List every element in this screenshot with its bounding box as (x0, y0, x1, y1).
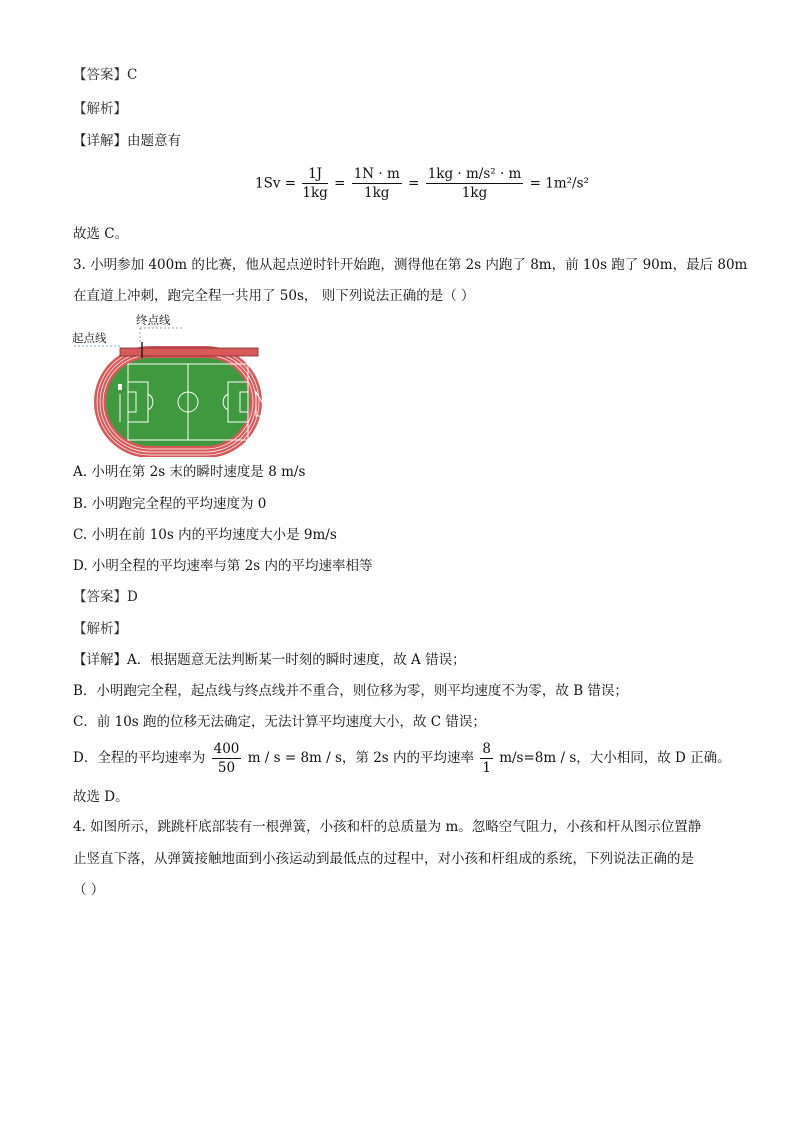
detail-d-pre: D．全程的平均速率为 (73, 750, 206, 766)
detail-d-mid: m / s = 8m / s，第 2s 内的平均速率 (247, 750, 475, 766)
start-line-label: 起点线 (72, 331, 107, 345)
q2-analysis: 【解析】 (73, 101, 127, 117)
q3-option-c: C. 小明在前 10s 内的平均速度大小是 9m/s (73, 527, 337, 543)
fraction-3 (426, 166, 524, 201)
detail-d-fraction-1 (212, 741, 242, 776)
q3-detail-b: B．小明跑完全程，起点线与终点线并不重合，则位移为零，则平均速度不为零，故 B 错误； (73, 683, 628, 699)
fraction-1-num: 1J (302, 166, 327, 184)
q2-answer: 【答案】C (73, 67, 138, 83)
fraction-2-den: 1kg (364, 185, 390, 201)
detail-d-f1-den: 50 (217, 760, 236, 776)
q3-answer: 【答案】D (73, 589, 138, 605)
fraction-2 (352, 166, 402, 201)
detail-d-post: m/s=8m / s，大小相同，故 D 正确。 (499, 750, 731, 766)
q3-option-b: B. 小明跑完全程的平均速度为 0 (73, 496, 267, 512)
fraction-3-num: 1kg · m/s² · m (427, 166, 522, 182)
detail-d-f2-num: 8 (482, 741, 491, 757)
q4-stem-line-2: 止竖直下落，从弹簧接触地面到小孩运动到最低点的过程中，对小孩和杆组成的系统，下列说法正确的是 (73, 851, 694, 867)
detail-d-f1-num: 400 (213, 741, 240, 757)
q3-option-a: A. 小明在第 2s 末的瞬时速度是 8 m/s (73, 464, 306, 480)
left-marker (118, 384, 122, 390)
q3-detail-a: 【详解】A．根据题意无法判断某一时刻的瞬时速度，故 A 错误； (73, 652, 466, 668)
fraction-2-num: 1N · m (353, 166, 400, 182)
track-figure (72, 312, 287, 461)
q3-choose: 故选 D。 (73, 789, 129, 805)
q4-stem-line-3: （ ） (73, 882, 105, 898)
fraction-1-den: 1kg (302, 185, 328, 201)
finish-line-label: 终点线 (136, 313, 171, 327)
q2-choose: 故选 C。 (73, 226, 129, 242)
q3-stem-line-2: 在直道上冲刺，跑完全程一共用了 50s， 则下列说法正确的是（ ） (73, 288, 475, 304)
formula-lhs: 1Sv = (255, 175, 297, 192)
unit-formula (255, 166, 589, 201)
q2-detail: 【详解】由题意有 (73, 133, 181, 149)
q3-option-d: D. 小明全程的平均速率与第 2s 内的平均速率相等 (73, 558, 373, 574)
formula-eq-2: = (408, 175, 420, 192)
q3-detail-c: C．前 10s 跑的位移无法确定，无法计算平均速度大小，故 C 错误； (73, 714, 486, 730)
formula-eq-1: = (334, 175, 346, 192)
q4-stem-line-1: 4. 如图所示，跳跳杆底部装有一根弹簧，小孩和杆的总质量为 m。忽略空气阻力，小孩和杆从图示位置静 (73, 819, 702, 835)
straight-block (120, 348, 258, 356)
q3-stem-line-1: 3. 小明参加 400m 的比赛，他从起点逆时针开始跑，测得他在第 2s 内跑了 8m，前 10s 跑了 90m，最后 80m (73, 257, 748, 273)
q3-detail-d (73, 740, 731, 776)
q3-analysis: 【解析】 (73, 621, 127, 637)
detail-d-fraction-2 (480, 741, 493, 776)
fraction-1 (302, 166, 327, 201)
fraction-3-den: 1kg (461, 185, 488, 201)
detail-d-f2-den: 1 (482, 760, 491, 776)
formula-rhs: = 1m²/s² (529, 175, 589, 192)
